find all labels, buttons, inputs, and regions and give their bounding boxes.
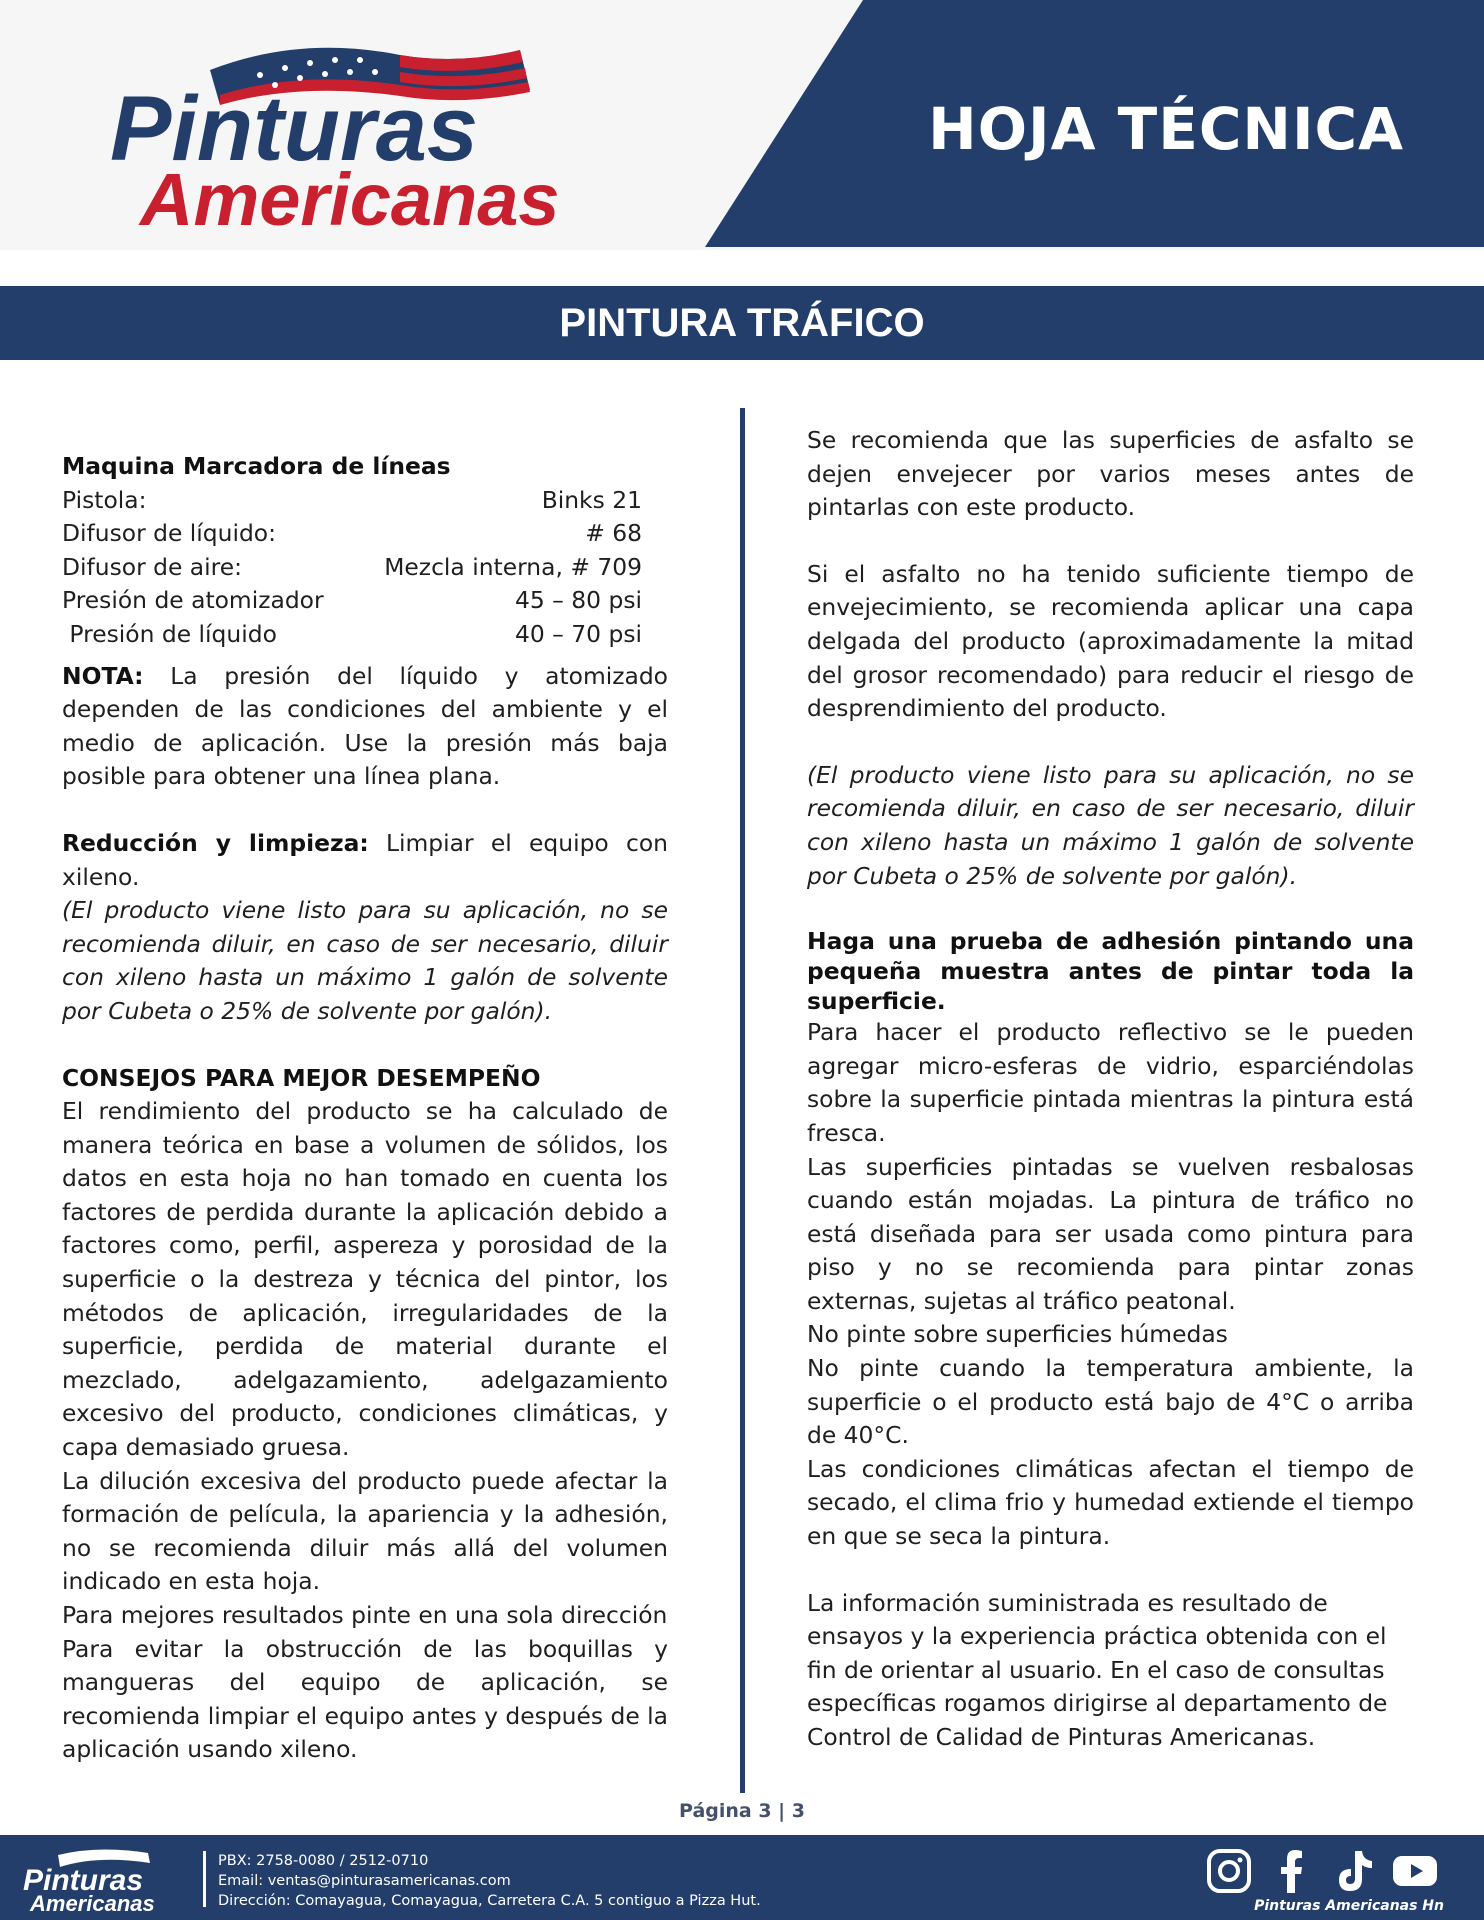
spec-row (62, 484, 642, 518)
youtube-icon[interactable] (1391, 1847, 1439, 1895)
envejecimiento-paragraph: Si el asfalto no ha tenido suficiente tiempo de envejecimiento, se recomienda aplicar una capa delgada del producto (aproximadamente la mitad del grosor recomendado) para reducir el riesgo de desprendimiento del producto. (807, 559, 1414, 723)
email-text: Email: ventas@pinturasamericanas.com (218, 1873, 511, 1889)
svg-text:Americanas: Americanas (140, 158, 560, 230)
page-number: Página 3 | 3 (679, 1800, 805, 1822)
facebook-icon[interactable] (1267, 1847, 1315, 1895)
dilucion-note: (El producto viene listo para su aplicación, no se recomienda diluir, en caso de ser necesario, diluir con xileno hasta un máximo 1 galón de solvente por Cubeta o 25% de solvente por galón). (807, 760, 1414, 890)
reduccion-paragraph (62, 827, 668, 894)
adhesion-heading: Haga una prueba de adhesión pintando una pequeña muestra antes de pintar toda la superficie. (807, 927, 1414, 1016)
machine-heading: Maquina Marcadora de líneas (62, 452, 451, 480)
spec-row (62, 551, 642, 585)
pinturas-americanas-logo (100, 30, 700, 230)
product-title: PINTURA TRÁFICO (559, 300, 925, 345)
reduccion-label: Reducción y limpieza: (62, 828, 369, 857)
consejos-paragraph: La dilución excesiva del producto puede afectar la formación de película, la apariencia y la adhesión, no se recomienda diluir más allá del volumen indicado en esta hoja. (62, 1466, 668, 1596)
svg-text:Pinturas: Pinturas (23, 1864, 144, 1897)
title-bar (0, 286, 1484, 360)
spec-value: Binks 21 (541, 485, 642, 514)
instagram-icon[interactable] (1205, 1847, 1253, 1895)
header (0, 0, 1484, 250)
spec-label: Presión de líquido (62, 619, 277, 648)
footer-logo (18, 1845, 198, 1915)
footer (0, 1835, 1484, 1920)
tiktok-icon[interactable] (1329, 1847, 1377, 1895)
spec-value: 45 – 80 psi (514, 586, 642, 615)
svg-text:Pinturas: Pinturas (110, 78, 479, 180)
humedas-paragraph: No pinte sobre superficies húmedas (807, 1320, 1228, 1349)
consejos-paragraph: Para mejores resultados pinte en una sola dirección (62, 1601, 668, 1629)
pbx-text: PBX: 2758-0080 / 2512-0710 (218, 1853, 429, 1869)
temperatura-paragraph: No pinte cuando la temperatura ambiente, la superficie o el producto está bajo de 4°C o arriba de 40°C. (807, 1354, 1414, 1450)
footer-separator (203, 1851, 206, 1907)
right-column (807, 424, 1414, 1755)
spec-label: Difusor de aire: (62, 552, 242, 581)
spec-value: 40 – 70 psi (514, 619, 642, 648)
consejos-heading: CONSEJOS PARA MEJOR DESEMPEÑO (62, 1063, 541, 1092)
spec-list (62, 484, 668, 652)
reduccion-note: (El producto viene listo para su aplicación, no se recomienda diluir, en caso de ser necesario, diluir con xileno hasta un máximo 1 galón de solvente por Cubeta o 25% de solvente por galón). (62, 896, 668, 1025)
spec-value: Mezcla interna, # 709 (384, 552, 642, 581)
informacion-paragraph: La información suministrada es resultado de ensayos y la experiencia práctica obtenida con el fin de orientar al usuario. En el caso de consultas específicas rogamos dirigirse al departamento de Control de Calidad de Pinturas Americanas. (807, 1588, 1388, 1751)
asfalto-paragraph: Se recomienda que las superficies de asfalto se dejen envejecer por varios meses antes de pintarlas con este producto. (807, 426, 1414, 522)
nota-text: La presión del líquido y atomizado dependen de las condiciones del ambiente y el medio de aplicación. Use la presión más baja posible para obtener una línea plana. (62, 661, 668, 791)
spec-value: # 68 (585, 519, 642, 548)
nota-label: NOTA: (62, 661, 144, 690)
consejos-paragraph: El rendimiento del producto se ha calculado de manera teórica en base a volumen de sólidos, los datos en esta hoja no han tomado en cuenta los factores de perdida durante la aplicación debido a factores como, perfil, aspereza y porosidad de la superficie o la destreza y técnica del pintor, los métodos de aplicación, irregularidades de la superficie, perdida de material durante el mezclado, adelgazamiento, adelgazamiento excesivo del producto, condiciones climáticas, y capa demasiado gruesa. (62, 1097, 668, 1462)
consejos-paragraph: Para evitar la obstrucción de las boquillas y mangueras del equipo de aplicación, se recomienda limpiar el equipo antes y después de la aplicación usando xileno. (62, 1634, 669, 1764)
reduccion-text: Limpiar el equipo con xileno. (62, 828, 668, 891)
spec-row (62, 517, 642, 551)
spec-label: Pistola: (62, 485, 147, 514)
resbalosas-paragraph: Las superficies pintadas se vuelven resbalosas cuando están mojadas. La pintura de tráfico no está diseñada para ser usada como pintura para piso y no se recomienda para pintar zonas externas, sujetas al tráfico peatonal. (807, 1152, 1414, 1315)
doc-type-title: HOJA TÉCNICA (928, 95, 1404, 163)
address-text: Dirección: Comayagua, Comayagua, Carretera C.A. 5 contiguo a Pizza Hut. (218, 1893, 761, 1909)
nota-paragraph (62, 660, 668, 794)
spec-row (62, 618, 642, 652)
spec-row (62, 584, 642, 618)
clima-paragraph: Las condiciones climáticas afectan el tiempo de secado, el clima frio y humedad extiende el tiempo en que se seca la pintura. (807, 1454, 1414, 1551)
svg-text:Americanas: Americanas (30, 1891, 155, 1915)
reflectivo-paragraph: Para hacer el producto reflectivo se le pueden agregar micro-esferas de vidrio, esparciéndolas sobre la superficie pintada mientras la pintura está fresca. (807, 1018, 1414, 1147)
column-divider (740, 408, 745, 1793)
social-links (1205, 1847, 1439, 1895)
social-handle: Pinturas Americanas Hn (1254, 1898, 1444, 1914)
left-column (62, 450, 668, 1767)
spec-label: Presión de atomizador (62, 586, 324, 615)
spec-label: Difusor de líquido: (62, 519, 276, 548)
contact-info (218, 1851, 761, 1911)
